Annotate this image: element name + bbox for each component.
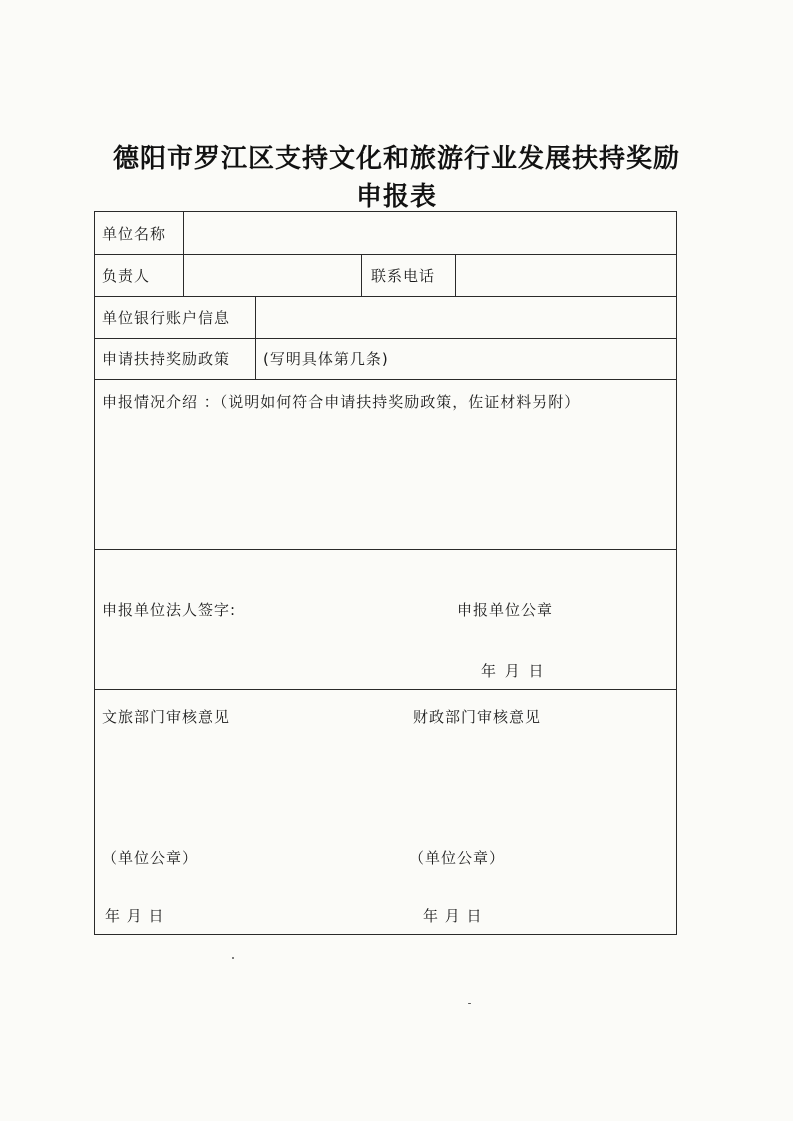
culture-tourism-review-field[interactable] (99, 732, 389, 842)
unit-name-label: 单位名称 (102, 225, 167, 243)
application-form-table (94, 211, 677, 935)
legal-representative-signature-label: 申报单位法人签字: (102, 601, 237, 619)
applicant-unit-seal-label: 申报单位公章 (457, 601, 554, 619)
row-divider (95, 338, 676, 339)
column-divider (255, 296, 256, 338)
form-title-line1: 德阳市罗江区支持文化和旅游行业发展扶持奖励 (112, 144, 680, 174)
finance-date-label: 年 月 日 (423, 907, 483, 925)
contact-phone-label: 联系电话 (371, 267, 436, 285)
contact-phone-field[interactable] (457, 256, 674, 294)
culture-tourism-date-label: 年 月 日 (105, 907, 165, 925)
column-divider (255, 338, 256, 379)
bank-account-label: 单位银行账户信息 (102, 309, 231, 327)
culture-tourism-review-label: 文旅部门审核意见 (102, 708, 231, 726)
row-divider (95, 689, 676, 690)
culture-tourism-seal-label: （单位公章） (102, 849, 199, 867)
row-divider (95, 379, 676, 380)
policy-label: 申请扶持奖励政策 (102, 350, 231, 368)
row-divider (95, 549, 676, 550)
policy-hint: (写明具体第几条) (263, 350, 389, 368)
finance-seal-label: （单位公章） (409, 849, 506, 867)
finance-review-field[interactable] (407, 732, 673, 842)
legal-representative-signature-field[interactable] (245, 592, 435, 622)
application-intro-label: 申报情况介绍 ：（说明如何符合申请扶持奖励政策，佐证材料另附） (102, 393, 581, 411)
form-title-line2: 申报表 (355, 182, 437, 212)
policy-field[interactable] (257, 340, 674, 377)
applicant-date-label: 年 月 日 (481, 662, 546, 680)
scan-speck (232, 957, 234, 959)
column-divider (183, 212, 184, 296)
responsible-person-field[interactable] (185, 256, 359, 294)
unit-name-field[interactable] (185, 214, 674, 252)
column-divider (361, 254, 362, 296)
finance-review-label: 财政部门审核意见 (413, 708, 542, 726)
responsible-person-label: 负责人 (102, 267, 151, 285)
row-divider (95, 296, 676, 297)
application-intro-field[interactable] (97, 414, 674, 547)
scan-speck (468, 1003, 471, 1004)
column-divider (455, 254, 456, 296)
bank-account-field[interactable] (257, 298, 674, 336)
